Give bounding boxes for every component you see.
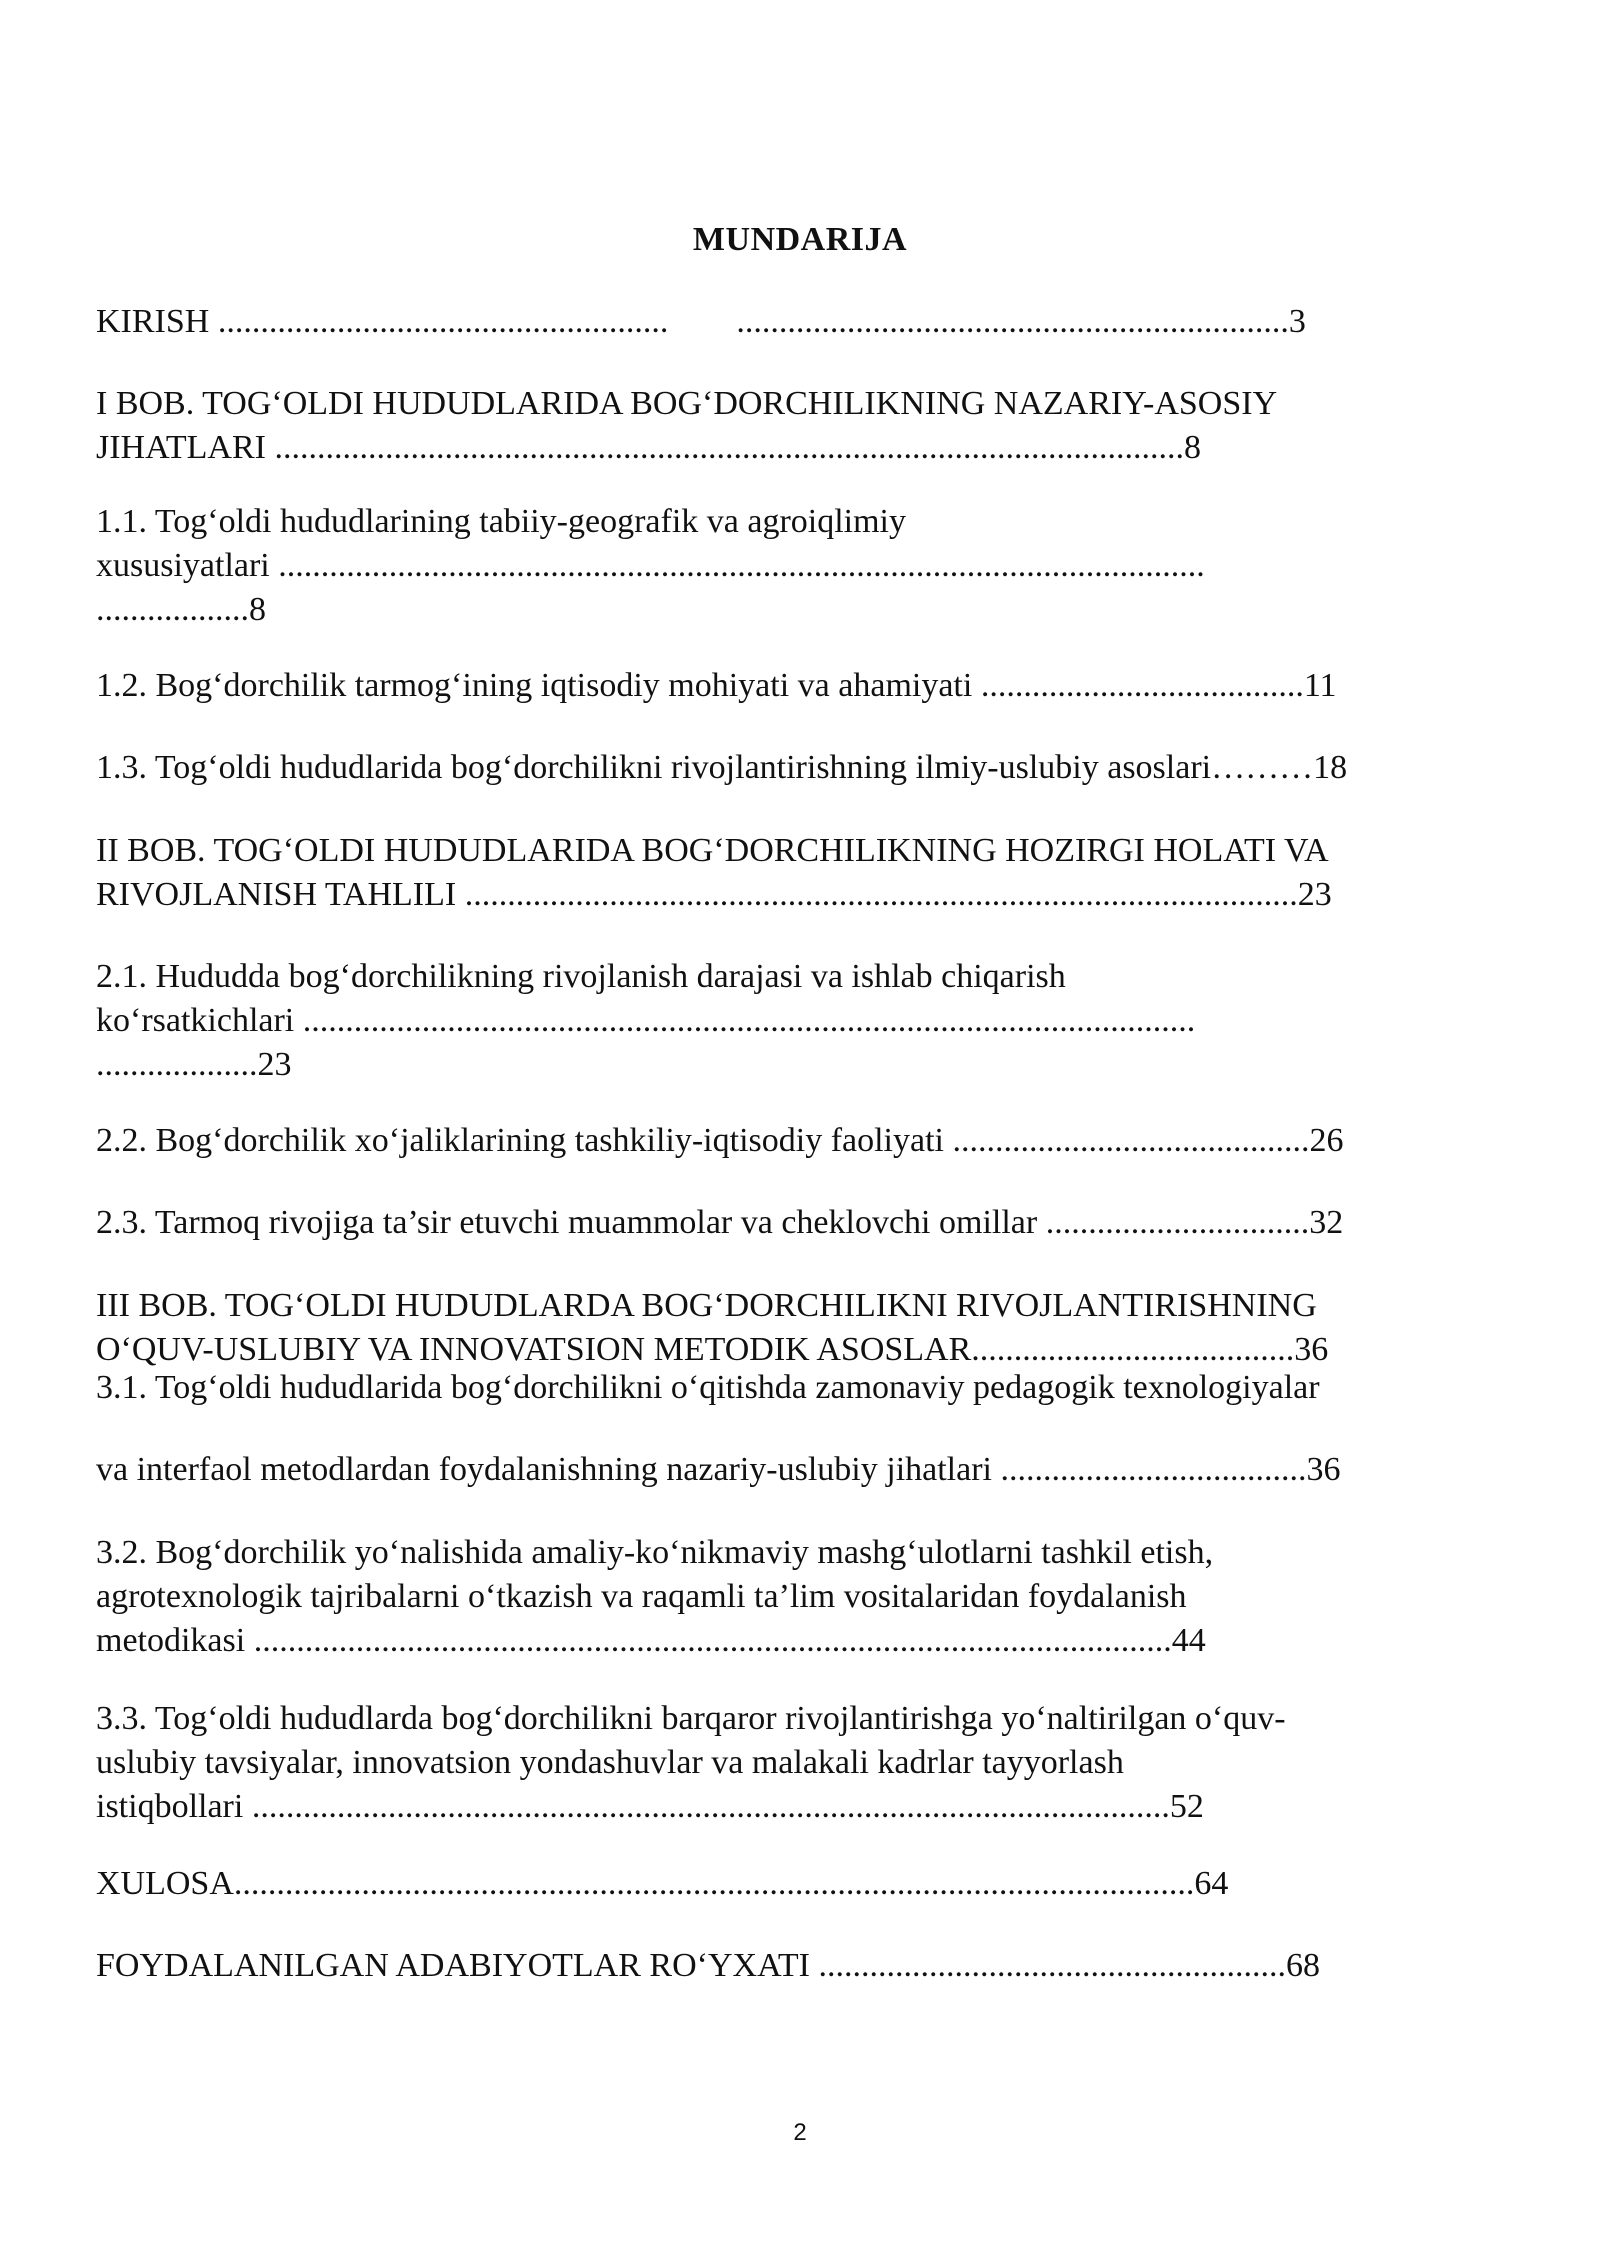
toc-entry [96,500,1494,632]
toc-entry [96,1284,1494,1372]
page-number: 2 [793,2119,807,2146]
toc-entry-line: 2.3. Tarmoq rivojiga ta’sir etuvchi muammolar va cheklovchi omillar ...............................32 [96,1204,1344,1241]
toc-entry [96,382,1494,470]
toc-entry-line: xususiyatlari ............................................................................................................. [96,547,1205,584]
toc-entry-line: ..................8 [96,591,266,628]
toc-entry-line: O‘QUV-USLUBIY VA INNOVATSION METODIK ASOSLAR......................................36 [96,1331,1329,1368]
toc-entry-line: FOYDALANILGAN ADABIYOTLAR RO‘YXATI .......................................................68 [96,1947,1320,1984]
toc-entry [96,746,1494,790]
toc-entry [96,1119,1494,1163]
toc-entry [96,1531,1494,1663]
toc-entry-line: 2.1. Hududda bog‘dorchilikning rivojlanish darajasi va ishlab chiqarish [96,958,1066,995]
toc-entry-line: RIVOJLANISH TAHLILI ..................................................................................................23 [96,876,1332,913]
toc-entry-line: 3.1. Tog‘oldi hududlarida bog‘dorchilikni o‘qitishda zamonaviy pedagogik texnologiyalar [96,1369,1320,1406]
toc-entry [96,1862,1494,1906]
toc-entry-line: 1.3. Tog‘oldi hududlarida bog‘dorchilikni rivojlantirishning ilmiy-uslubiy asoslari………18 [96,749,1348,786]
toc-entry [96,1944,1494,1988]
toc-entry-line: 1.2. Bog‘dorchilik tarmog‘ining iqtisodiy mohiyati va ahamiyati ......................................11 [96,667,1337,704]
toc-entry [96,1448,1494,1492]
toc-entry-line: 1.1. Tog‘oldi hududlarining tabiiy-geografik va agroiqlimiy [96,503,907,540]
toc-entry-line: ko‘rsatkichlari ......................................................................................................... [96,1002,1196,1039]
toc-entry-line: uslubiy tavsiyalar, innovatsion yondashuvlar va malakali kadrlar tayyorlash [96,1744,1124,1781]
toc-entry [96,829,1494,917]
toc-entry-line: 3.2. Bog‘dorchilik yo‘nalishida amaliy-ko‘nikmaviy mashg‘ulotlarni tashkil etish, [96,1534,1214,1571]
toc-entry-line: agrotexnologik tajribalarni o‘tkazish va raqamli ta’lim vositalaridan foydalanish [96,1578,1187,1615]
toc-entry [96,1366,1494,1410]
toc-entry-line: KIRISH ..................................................... .................................................................3 [96,303,1306,340]
toc-entry-line: JIHATLARI ...........................................................................................................8 [96,429,1201,466]
toc-entry-line: 3.3. Tog‘oldi hududlarda bog‘dorchilikni barqaror rivojlantirishga yo‘naltirilgan o‘quv- [96,1700,1286,1737]
toc-entry-line: II BOB. TOG‘OLDI HUDUDLARIDA BOG‘DORCHILIKNING HOZIRGI HOLATI VA [96,832,1329,869]
toc-entry-line: metodikasi ............................................................................................................44 [96,1622,1206,1659]
toc-entry [96,300,1494,344]
toc-entry-line: istiqbollari ............................................................................................................52 [96,1788,1204,1825]
toc-entry [96,955,1494,1087]
toc-entry-line: III BOB. TOG‘OLDI HUDUDLARDA BOG‘DORCHILIKNI RIVOJLANTIRISHNING [96,1287,1317,1324]
toc-title: MUNDARIJA [692,221,908,258]
toc-entry-line: va interfaol metodlardan foydalanishning nazariy-uslubiy jihatlari ....................................36 [96,1451,1341,1488]
toc-entry [96,1201,1494,1245]
toc-entry [96,1697,1494,1829]
toc-entry [96,664,1494,708]
toc-entry-line: XULOSA.................................................................................................................64 [96,1865,1229,1902]
toc-entry-line: I BOB. TOG‘OLDI HUDUDLARIDA BOG‘DORCHILIKNING NAZARIY-ASOSIY [96,385,1278,422]
toc-entry-line: 2.2. Bog‘dorchilik xo‘jaliklarining tashkiliy-iqtisodiy faoliyati ..........................................26 [96,1122,1344,1159]
toc-entry-line: ...................23 [96,1046,292,1083]
